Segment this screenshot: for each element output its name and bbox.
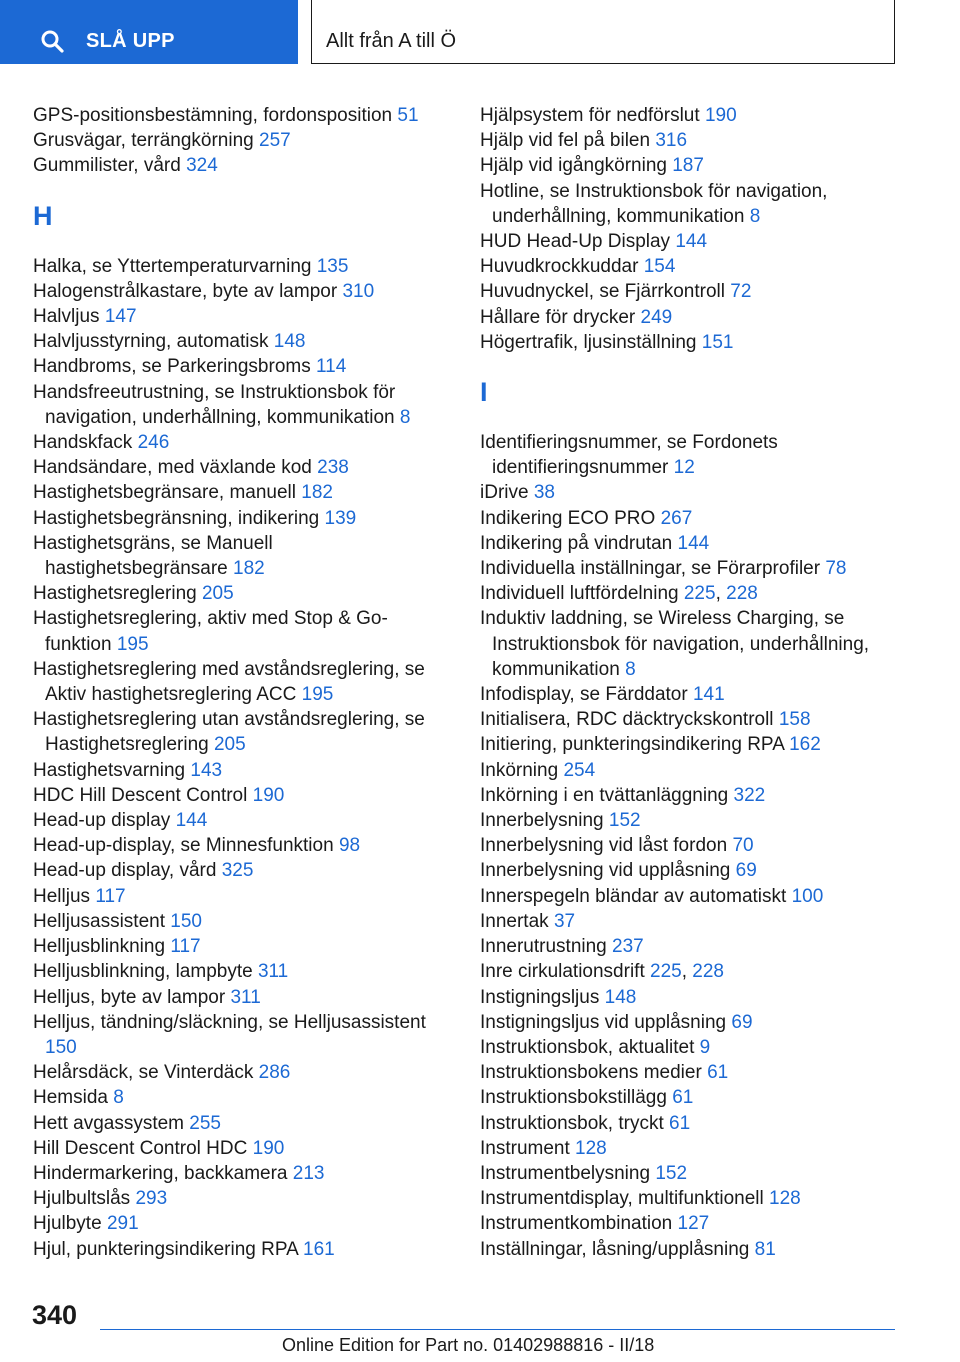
index-entry <box>33 959 453 984</box>
index-entry <box>33 1085 453 1110</box>
index-entry <box>33 531 453 581</box>
index-entry-text: Hindermarkering, backkamera <box>33 1162 288 1184</box>
page-reference-link[interactable]: 322 <box>733 784 766 806</box>
index-entry-text: HUD Head-Up Display <box>480 231 671 253</box>
index-entry <box>480 179 900 229</box>
index-entry <box>33 1111 453 1136</box>
page-reference-link[interactable]: 12 <box>673 457 695 479</box>
index-entry-text: Individuell luftfördelning <box>480 583 679 605</box>
page-reference-link[interactable]: 267 <box>660 507 693 529</box>
index-entry-text: Hill Descent Control HDC <box>33 1137 248 1159</box>
index-entry-text: Halogenstrålkastare, byte av lampor <box>33 280 338 302</box>
page-reference-link[interactable]: 311 <box>257 961 289 983</box>
index-entry-text: Helljusblinkning <box>33 936 166 958</box>
page-reference-link[interactable]: 311 <box>230 986 261 1008</box>
index-entry <box>33 1211 453 1236</box>
index-column-right <box>480 103 900 1262</box>
index-entry-text: Helljus, tändning/släckning, se Helljusassistent <box>33 1011 426 1033</box>
page-reference-link[interactable]: 291 <box>106 1213 139 1235</box>
index-entry <box>480 480 900 505</box>
page-reference-link[interactable]: 293 <box>135 1188 168 1210</box>
page-reference-link[interactable]: 8 <box>399 406 411 428</box>
page-reference-link[interactable]: 144 <box>175 810 208 832</box>
index-entry <box>480 305 900 330</box>
index-entry-text: Hastighetsreglering utan avståndsreglering, se Hastighetsreglering <box>33 709 425 756</box>
index-entry-text: Hållare för drycker <box>480 306 636 328</box>
index-entry-text: Individuella inställningar, se Förarprofiler <box>480 558 821 580</box>
index-entry <box>33 909 453 934</box>
index-entry <box>33 304 453 329</box>
page-reference-link[interactable]: 9 <box>699 1036 711 1058</box>
index-entry <box>33 380 453 430</box>
page-reference-link[interactable]: 61 <box>672 1087 694 1109</box>
page-reference-link[interactable]: 225 <box>650 961 682 983</box>
page-reference-link[interactable]: 128 <box>769 1188 801 1210</box>
index-entry-text: Instruktionsbokstillägg <box>480 1087 667 1109</box>
page-reference-link[interactable]: 154 <box>643 256 676 278</box>
page-reference-link[interactable]: 238 <box>317 457 349 479</box>
index-entry-text: Helljus <box>33 885 91 907</box>
page-reference-link[interactable]: 195 <box>116 633 149 655</box>
page-reference-link[interactable]: 286 <box>258 1062 291 1084</box>
index-entry <box>480 506 900 531</box>
page-reference-link[interactable]: 150 <box>170 910 202 932</box>
index-entry <box>33 1161 453 1186</box>
index-entry <box>480 1060 900 1085</box>
index-entry-text: Head-up-display, se Minnesfunktion <box>33 835 334 857</box>
index-entry-text: Inkörning i en tvättanläggning <box>480 784 729 806</box>
index-entry-text: Indikering på vindrutan <box>480 532 673 554</box>
section-title-tab[interactable] <box>311 0 895 64</box>
index-entry <box>480 1035 900 1060</box>
page-reference-link[interactable]: 195 <box>301 684 334 706</box>
section-title: Allt från A till Ö <box>326 30 457 52</box>
index-entry <box>480 430 900 480</box>
index-entry <box>480 103 900 128</box>
index-entry-text: Hastighetsreglering, aktiv med Stop & Go-funktion <box>33 608 388 655</box>
index-entry: Individuell luftfördelning 225, 228 <box>480 583 758 605</box>
index-entry-text: Innerbelysning <box>480 810 604 832</box>
page-reference-link[interactable]: 152 <box>608 810 641 832</box>
page-reference-link[interactable]: 190 <box>704 105 737 126</box>
index-entry <box>480 1237 900 1262</box>
index-entry <box>480 556 900 581</box>
page-reference-link[interactable]: 310 <box>342 280 375 302</box>
page-reference-link[interactable]: 254 <box>563 759 596 781</box>
index-entry-text: Hjälp vid fel på bilen <box>480 130 651 152</box>
index-entry <box>480 682 900 707</box>
page-reference-link[interactable]: 78 <box>825 558 847 580</box>
index-entry <box>480 1211 900 1236</box>
index-entry <box>480 531 900 556</box>
index-entry <box>480 707 900 732</box>
page-reference-link[interactable]: 37 <box>553 910 576 932</box>
index-entry <box>480 279 900 304</box>
page-reference-link[interactable]: 70 <box>732 835 754 857</box>
index-entry <box>33 1237 453 1262</box>
index-entry-text: Infodisplay, se Färddator <box>480 684 688 706</box>
index-entry-text: Hastighetsreglering <box>33 583 197 605</box>
index-entry-text: Handbroms, se Parkeringsbroms <box>33 356 311 378</box>
index-entry <box>480 1085 900 1110</box>
index-entry-text: Indikering ECO PRO <box>480 507 656 529</box>
index-entry <box>480 1161 900 1186</box>
index-entry-text: Handsändare, med växlande kod <box>33 457 312 479</box>
page-reference-link[interactable]: 127 <box>677 1213 710 1235</box>
index-entry <box>480 985 900 1010</box>
page-reference-link[interactable]: 190 <box>252 784 285 806</box>
search-button-label: SLÅ UPP <box>86 30 175 52</box>
page-reference-link[interactable]: 98 <box>338 835 361 857</box>
index-entry-text: Hastighetsbegränsare, manuell <box>33 482 296 504</box>
index-entry <box>33 758 453 783</box>
page-reference-link[interactable]: 255 <box>189 1112 221 1134</box>
page-reference-link[interactable]: 152 <box>655 1162 688 1184</box>
index-entry-text: Gummilister, vård <box>33 155 181 177</box>
index-entry <box>33 783 453 808</box>
page-reference-link[interactable]: 148 <box>604 986 637 1008</box>
index-entry-text: Instruktionsbok, tryckt <box>480 1112 664 1134</box>
index-entry-text: Grusvägar, terrängkörning <box>33 130 254 152</box>
index-entry <box>480 732 900 757</box>
index-entry-text: Initialisera, RDC däcktryckskontroll <box>480 709 774 731</box>
index-entry <box>33 1010 453 1060</box>
page-reference-link[interactable]: 205 <box>213 734 246 756</box>
index-entry: Inre cirkulationsdrift 225, 228 <box>480 961 724 983</box>
index-entry-text: Helljusblinkning, lampbyte <box>33 961 253 983</box>
page-reference-link[interactable]: 135 <box>316 255 349 277</box>
index-entry-text: Inställningar, låsning/upplåsning <box>480 1238 750 1260</box>
index-entry <box>33 657 453 707</box>
index-entry <box>33 506 453 531</box>
page-reference-link[interactable]: 114 <box>316 356 347 378</box>
page-reference-link[interactable]: 182 <box>301 482 333 504</box>
index-entry-text: iDrive <box>480 482 529 504</box>
page-reference-link[interactable]: 8 <box>625 658 636 680</box>
index-entry-text: Hastighetsreglering med avståndsreglering, se Aktiv hastighetsreglering ACC <box>33 658 425 706</box>
edition-footer: Online Edition for Part no. 01402988816 - II/18 <box>282 1335 655 1355</box>
page-reference-link[interactable]: 162 <box>789 734 821 756</box>
index-entry-text: Helljus, byte av lampor <box>33 986 226 1008</box>
index-entry <box>480 1136 900 1161</box>
index-entry-text: Huvudkrockkuddar <box>480 256 639 278</box>
page-number: 340 <box>32 1300 78 1330</box>
page-reference-link[interactable]: 139 <box>324 507 357 529</box>
page-reference-link[interactable]: 69 <box>735 860 757 882</box>
page-reference-link[interactable]: 38 <box>533 482 555 504</box>
page-reference-link[interactable]: 147 <box>104 306 137 328</box>
page-reference-link[interactable]: 158 <box>778 709 811 731</box>
page-reference-link[interactable]: 144 <box>677 532 710 554</box>
index-entry-text: Halvljus <box>33 306 100 328</box>
index-entry-text: Hjulbultslås <box>33 1188 131 1210</box>
index-entry <box>33 884 453 909</box>
page-reference-link[interactable]: 51 <box>397 105 419 126</box>
index-entry-text: Hotline, se Instruktionsbok för navigation, underhållning, kommunikation <box>480 180 828 227</box>
top-navigation-bar <box>0 0 960 66</box>
index-entry-text: Hjul, punkteringsindikering RPA <box>33 1238 298 1260</box>
page-reference-link[interactable]: 228 <box>692 961 724 983</box>
page-reference-link[interactable]: 61 <box>669 1112 691 1134</box>
index-entry <box>480 909 900 934</box>
page-reference-link[interactable]: 100 <box>791 885 824 907</box>
page-reference-link[interactable]: 148 <box>273 331 306 353</box>
index-entry <box>33 480 453 505</box>
page-reference-link[interactable]: 144 <box>675 231 708 253</box>
page-reference-link[interactable]: 128 <box>575 1137 607 1159</box>
page-reference-link[interactable]: 324 <box>186 155 218 177</box>
index-entry-text: Hjälpsystem för nedförslut <box>480 105 700 126</box>
index-entry <box>33 430 453 455</box>
index-entry-text: Hett avgassystem <box>33 1112 184 1134</box>
index-entry-text: Handskfack <box>33 432 133 454</box>
index-entry <box>480 758 900 783</box>
index-entry-text: Helårsdäck, se Vinterdäck <box>33 1062 254 1084</box>
index-entry <box>33 833 453 858</box>
index-entry-text: Hastighetsbegränsning, indikering <box>33 507 320 529</box>
index-entry <box>480 1186 900 1211</box>
index-entry <box>33 707 453 757</box>
page-reference-link[interactable]: 237 <box>612 936 644 958</box>
page-reference-link[interactable]: 150 <box>45 1036 77 1058</box>
footer-divider <box>100 1329 895 1330</box>
index-entry-text: Instigningsljus vid upplåsning <box>480 1011 727 1033</box>
index-entry-text: Handsfreeutrustning, se Instruktionsbok för navigation, underhållning, kommunikation <box>33 381 396 428</box>
index-entry-text: Instrumentkombination <box>480 1213 673 1235</box>
index-entry <box>33 858 453 883</box>
index-entry <box>33 808 453 833</box>
page-reference-link[interactable]: 143 <box>190 759 223 781</box>
page-reference-link[interactable]: 190 <box>252 1137 285 1159</box>
index-entry-text: Hemsida <box>33 1087 108 1109</box>
index-entry-text: Hjälp vid igångkörning <box>480 155 667 177</box>
index-entry <box>480 606 900 682</box>
index-entry-text: Hastighetsvarning <box>33 759 186 781</box>
page-reference-link[interactable]: 225 <box>683 583 716 605</box>
index-entry-text: Induktiv laddning, se Wireless Charging, se Instruktionsbok för navigation, underhållning, kommunikation <box>480 608 870 680</box>
page-reference-link[interactable]: 325 <box>221 860 254 882</box>
index-entry-text: Innerbelysning vid upplåsning <box>480 860 731 882</box>
index-entry <box>33 128 453 153</box>
index-entry <box>480 884 900 909</box>
index-entry-text: Hjulbyte <box>33 1213 102 1235</box>
index-entry <box>480 1111 900 1136</box>
index-entry <box>480 858 900 883</box>
page-reference-link[interactable]: 117 <box>170 936 201 958</box>
page-reference-link[interactable]: 228 <box>726 583 758 605</box>
index-entry-text: Halvljusstyrning, automatisk <box>33 331 269 353</box>
index-entry <box>480 153 900 178</box>
index-entry-text: HDC Hill Descent Control <box>33 784 248 806</box>
page-reference-link[interactable]: 182 <box>233 558 265 580</box>
index-entry-text: Head-up display <box>33 810 171 832</box>
page-reference-link[interactable]: 205 <box>201 583 234 605</box>
index-entry <box>480 128 900 153</box>
page-reference-link[interactable]: 213 <box>292 1162 325 1184</box>
index-entry-text: Instigningsljus <box>480 986 600 1008</box>
index-entry <box>480 229 900 254</box>
page-reference-link[interactable]: 61 <box>707 1062 729 1084</box>
index-entry <box>33 329 453 354</box>
index-entry-text: Instrumentbelysning <box>480 1162 651 1184</box>
index-entry <box>33 1060 453 1085</box>
index-entry <box>33 606 453 656</box>
index-entry <box>480 808 900 833</box>
index-entry <box>480 1010 900 1035</box>
index-entry-text: Initiering, punkteringsindikering RPA <box>480 734 784 756</box>
index-entry-text: Instruktionsbok, aktualitet <box>480 1036 695 1058</box>
index-entry <box>33 985 453 1010</box>
index-entry-text: Högertrafik, ljusinställning <box>480 331 697 353</box>
index-entry-text: Instrument <box>480 1137 570 1159</box>
index-entry <box>33 1186 453 1211</box>
page-reference-link[interactable]: 81 <box>754 1238 776 1260</box>
index-entry-text: Innerbelysning vid låst fordon <box>480 835 728 857</box>
index-entry <box>480 833 900 858</box>
index-entry <box>33 455 453 480</box>
page-reference-link[interactable]: 316 <box>655 130 688 152</box>
page-reference-link[interactable]: 246 <box>137 432 170 454</box>
index-entry <box>33 1136 453 1161</box>
index-entry-text: Instruktionsbokens medier <box>480 1062 702 1084</box>
index-entry <box>480 330 900 355</box>
index-entry <box>33 354 453 379</box>
index-entry-text: Inkörning <box>480 759 559 781</box>
index-entry <box>33 581 453 606</box>
index-entry-text: Innerspegeln bländar av automatiskt <box>480 885 787 907</box>
page-reference-link[interactable]: 151 <box>701 331 734 353</box>
index-entry <box>480 254 900 279</box>
index-entry-text: Innerutrustning <box>480 936 607 958</box>
index-entry <box>33 103 453 128</box>
index-entry-text: Helljusassistent <box>33 910 165 932</box>
page-reference-link[interactable]: 141 <box>692 684 725 706</box>
index-entry <box>33 279 453 304</box>
index-entry <box>33 934 453 959</box>
index-letter-heading: H <box>33 200 53 231</box>
page-reference-link[interactable]: 8 <box>749 205 761 227</box>
index-entry <box>33 254 453 279</box>
index-entry-text: Inre cirkulationsdrift <box>480 961 645 983</box>
index-entry-text: GPS-positionsbestämning, fordonsposition <box>33 105 393 126</box>
page-reference-link[interactable]: 69 <box>731 1011 753 1033</box>
page-reference-link[interactable]: 8 <box>113 1087 124 1109</box>
index-entry-text: Halka, se Yttertemperaturvarning <box>33 255 312 277</box>
page-reference-link[interactable]: 72 <box>730 281 752 303</box>
search-button[interactable] <box>0 0 298 64</box>
page-reference-link[interactable]: 117 <box>95 885 126 907</box>
index-column-left <box>33 103 453 1262</box>
index-entry-text: Huvudnyckel, se Fjärrkontroll <box>480 281 725 303</box>
index-entry-text: Hastighetsgräns, se Manuell hastighetsbegränsare <box>33 532 273 580</box>
page-reference-link[interactable]: 161 <box>303 1238 335 1260</box>
search-icon <box>40 29 64 53</box>
page-reference-link[interactable]: 187 <box>672 155 704 177</box>
index-letter-heading: I <box>480 377 488 408</box>
index-entry <box>33 153 453 178</box>
page-reference-link[interactable]: 249 <box>640 306 673 328</box>
index-entry <box>480 783 900 808</box>
index-entry-text: Head-up display, vård <box>33 860 217 882</box>
index-entry-text: Identifieringsnummer, se Fordonets identifieringsnummer <box>480 432 778 479</box>
index-entry-text: Instrumentdisplay, multifunktionell <box>480 1188 764 1210</box>
index-entry <box>480 934 900 959</box>
index-entry-text: Innertak <box>480 910 549 932</box>
page-reference-link[interactable]: 257 <box>259 130 291 152</box>
